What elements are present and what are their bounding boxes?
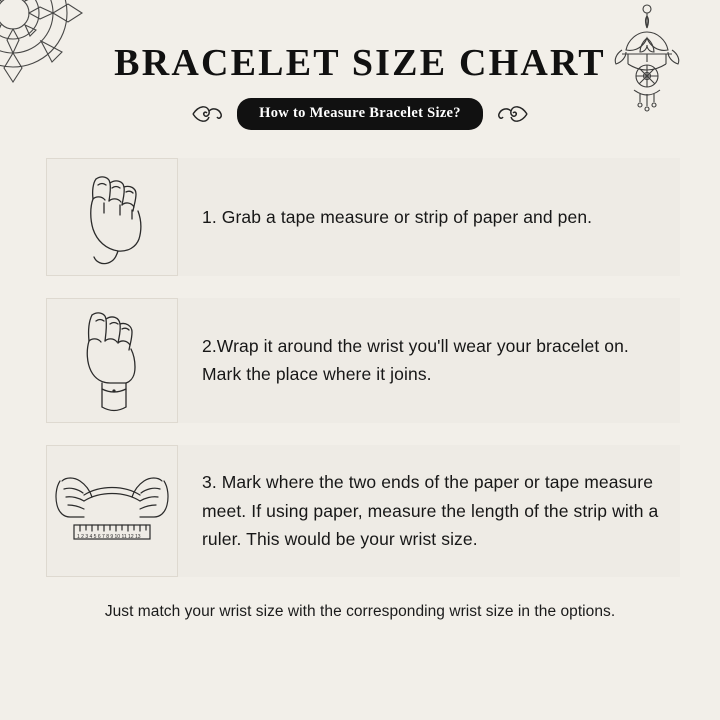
step-2-text: 2.Wrap it around the wrist you'll wear your bracelet on. Mark the place where it joins. xyxy=(202,336,629,385)
step-3-illustration xyxy=(46,445,178,577)
steps-list xyxy=(0,158,720,577)
step-3-band xyxy=(178,445,680,577)
page-title: BRACELET SIZE CHART xyxy=(114,42,606,84)
hands-ruler-measure-icon xyxy=(50,451,174,571)
flourish-left-icon xyxy=(191,103,225,125)
flourish-right-icon xyxy=(495,103,529,125)
step-2-illustration xyxy=(46,298,178,423)
step-1-illustration xyxy=(46,158,178,276)
footer-note: Just match your wrist size with the corresponding wrist size in the options. xyxy=(104,602,616,620)
list-item xyxy=(0,445,720,577)
subtitle-row xyxy=(0,98,720,130)
subtitle-pill: How to Measure Bracelet Size? xyxy=(237,98,483,130)
svg-text:1 2 3 4 5 6 7 8 9 10 11 12 13: 1 2 3 4 5 6 7 8 9 10 11 12 13 xyxy=(77,533,141,540)
list-item xyxy=(0,158,720,276)
hand-wrist-tape-icon xyxy=(52,303,172,418)
step-1-text: 1. Grab a tape measure or strip of paper and pen. xyxy=(202,206,593,227)
step-2-band xyxy=(178,298,680,423)
step-3-text: 3. Mark where the two ends of the paper or tape measure meet. If using paper, measure the length of the strip with a ruler. This would be your wrist size. xyxy=(202,472,659,550)
list-item xyxy=(0,298,720,423)
step-1-band xyxy=(178,158,680,276)
hand-fist-icon xyxy=(52,163,172,271)
header xyxy=(0,0,720,130)
